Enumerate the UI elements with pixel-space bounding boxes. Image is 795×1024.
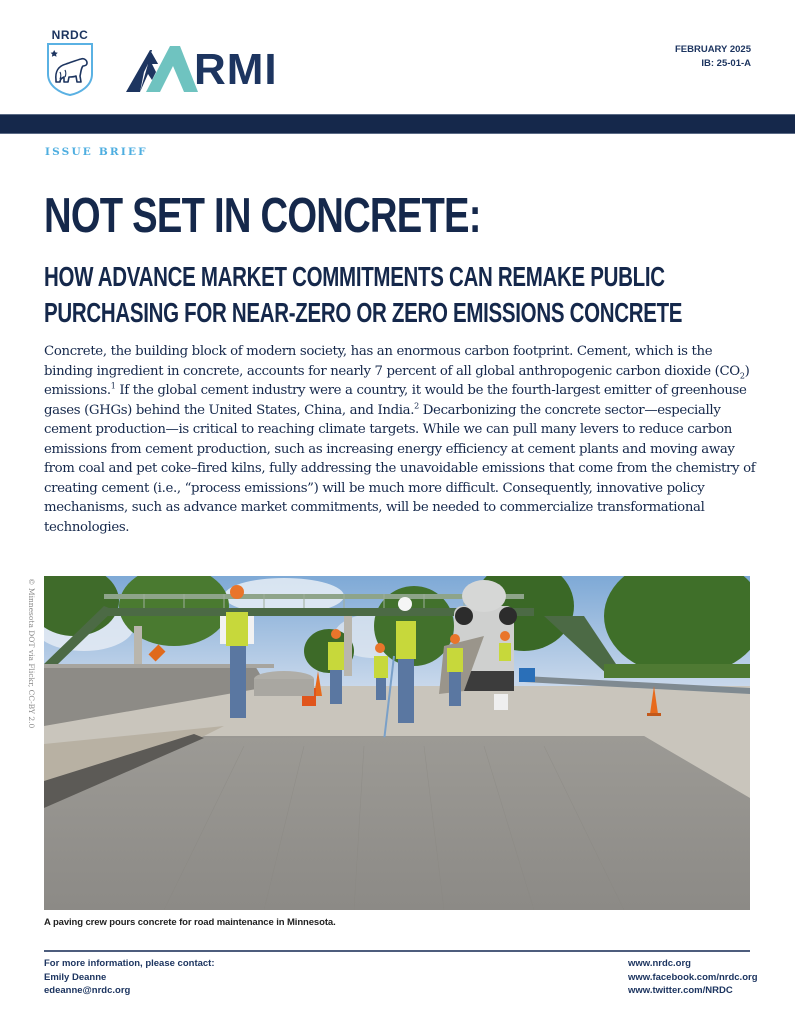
contact-label: For more information, please contact: — [44, 958, 215, 969]
page-header — [0, 0, 795, 115]
intro-text: Concrete, the building block of modern society, has an enormous carbon footprint. Cement, which is the binding ingredient in concrete, accounts for nearly 7 percent of all global anthropogenic carbon dioxide (CO — [44, 344, 740, 379]
twitter-link[interactable]: www.twitter.com/NRDC — [628, 985, 733, 996]
nrdc-logo-text: NRDC — [51, 28, 89, 42]
page-title: NOT SET IN CONCRETE: — [44, 189, 481, 243]
road-paving-photo — [44, 576, 750, 910]
photo-caption: A paving crew pours concrete for road maintenance in Minnesota. — [44, 917, 336, 928]
facebook-link[interactable]: www.facebook.com/nrdc.org — [628, 971, 758, 983]
page-subtitle — [44, 259, 682, 331]
intro-text: Decarbonizing the concrete sector—especially cement production—is critical to reaching climate targets. While we can pull many levers to reduce carbon emissions from cement production, such as increasing energy efficiency at cement plants and moving away from coal and pet coke–fired kilns, fully addressing the unavoidable emissions that come from the chemistry of creating cement (i.e., “process emissions”) will be much more difficult. Consequently, innovative policy mechanisms, such as advance market commitments, will be needed to commercialize transformational technologies. — [44, 402, 756, 535]
bear-shield-icon — [46, 42, 94, 96]
photo-credit — [24, 578, 38, 748]
co2-subscript: 2 — [739, 371, 745, 381]
nrdc-logo — [44, 28, 96, 98]
footnote-ref-2[interactable]: 2 — [414, 401, 419, 411]
rmi-logo — [126, 44, 326, 96]
issue-id: IB: 25-01-A — [701, 58, 751, 69]
publication-date: FEBRUARY 2025 — [674, 44, 751, 55]
contact-email-link[interactable]: edeanne@nrdc.org — [44, 985, 131, 996]
document-meta — [675, 43, 751, 71]
intro-text: If the global cement industry were a country, it would be the fourth-largest emitter of greenhouse gases (GHGs) behind the United States, China, and India. — [44, 383, 747, 418]
document-type-kicker: ISSUE BRIEF — [45, 146, 148, 158]
footer-divider — [604, 950, 750, 952]
intro-paragraph — [44, 342, 756, 537]
contact-block — [44, 957, 215, 998]
web-links — [628, 957, 758, 998]
contact-name: Emily Deanne — [44, 971, 107, 983]
intro-text: ) emissions. — [44, 363, 750, 398]
subtitle-line: PURCHASING FOR NEAR-ZERO OR ZERO EMISSIONS CONCRETE — [44, 297, 683, 328]
rmi-logo-text: RMI — [194, 45, 278, 94]
header-band — [0, 114, 795, 134]
footer-divider — [44, 950, 604, 952]
nrdc-website-link[interactable]: www.nrdc.org — [628, 958, 691, 969]
paving-crew-illustration — [44, 576, 750, 910]
worker-figure — [499, 631, 511, 661]
subtitle-line: HOW ADVANCE MARKET COMMITMENTS CAN REMAKE PUBLIC — [44, 261, 665, 292]
photo-credit-text: © Minnesota DOT via Flickr, CC-BY 2.0 — [27, 578, 36, 729]
footnote-ref-1[interactable]: 1 — [110, 381, 116, 391]
